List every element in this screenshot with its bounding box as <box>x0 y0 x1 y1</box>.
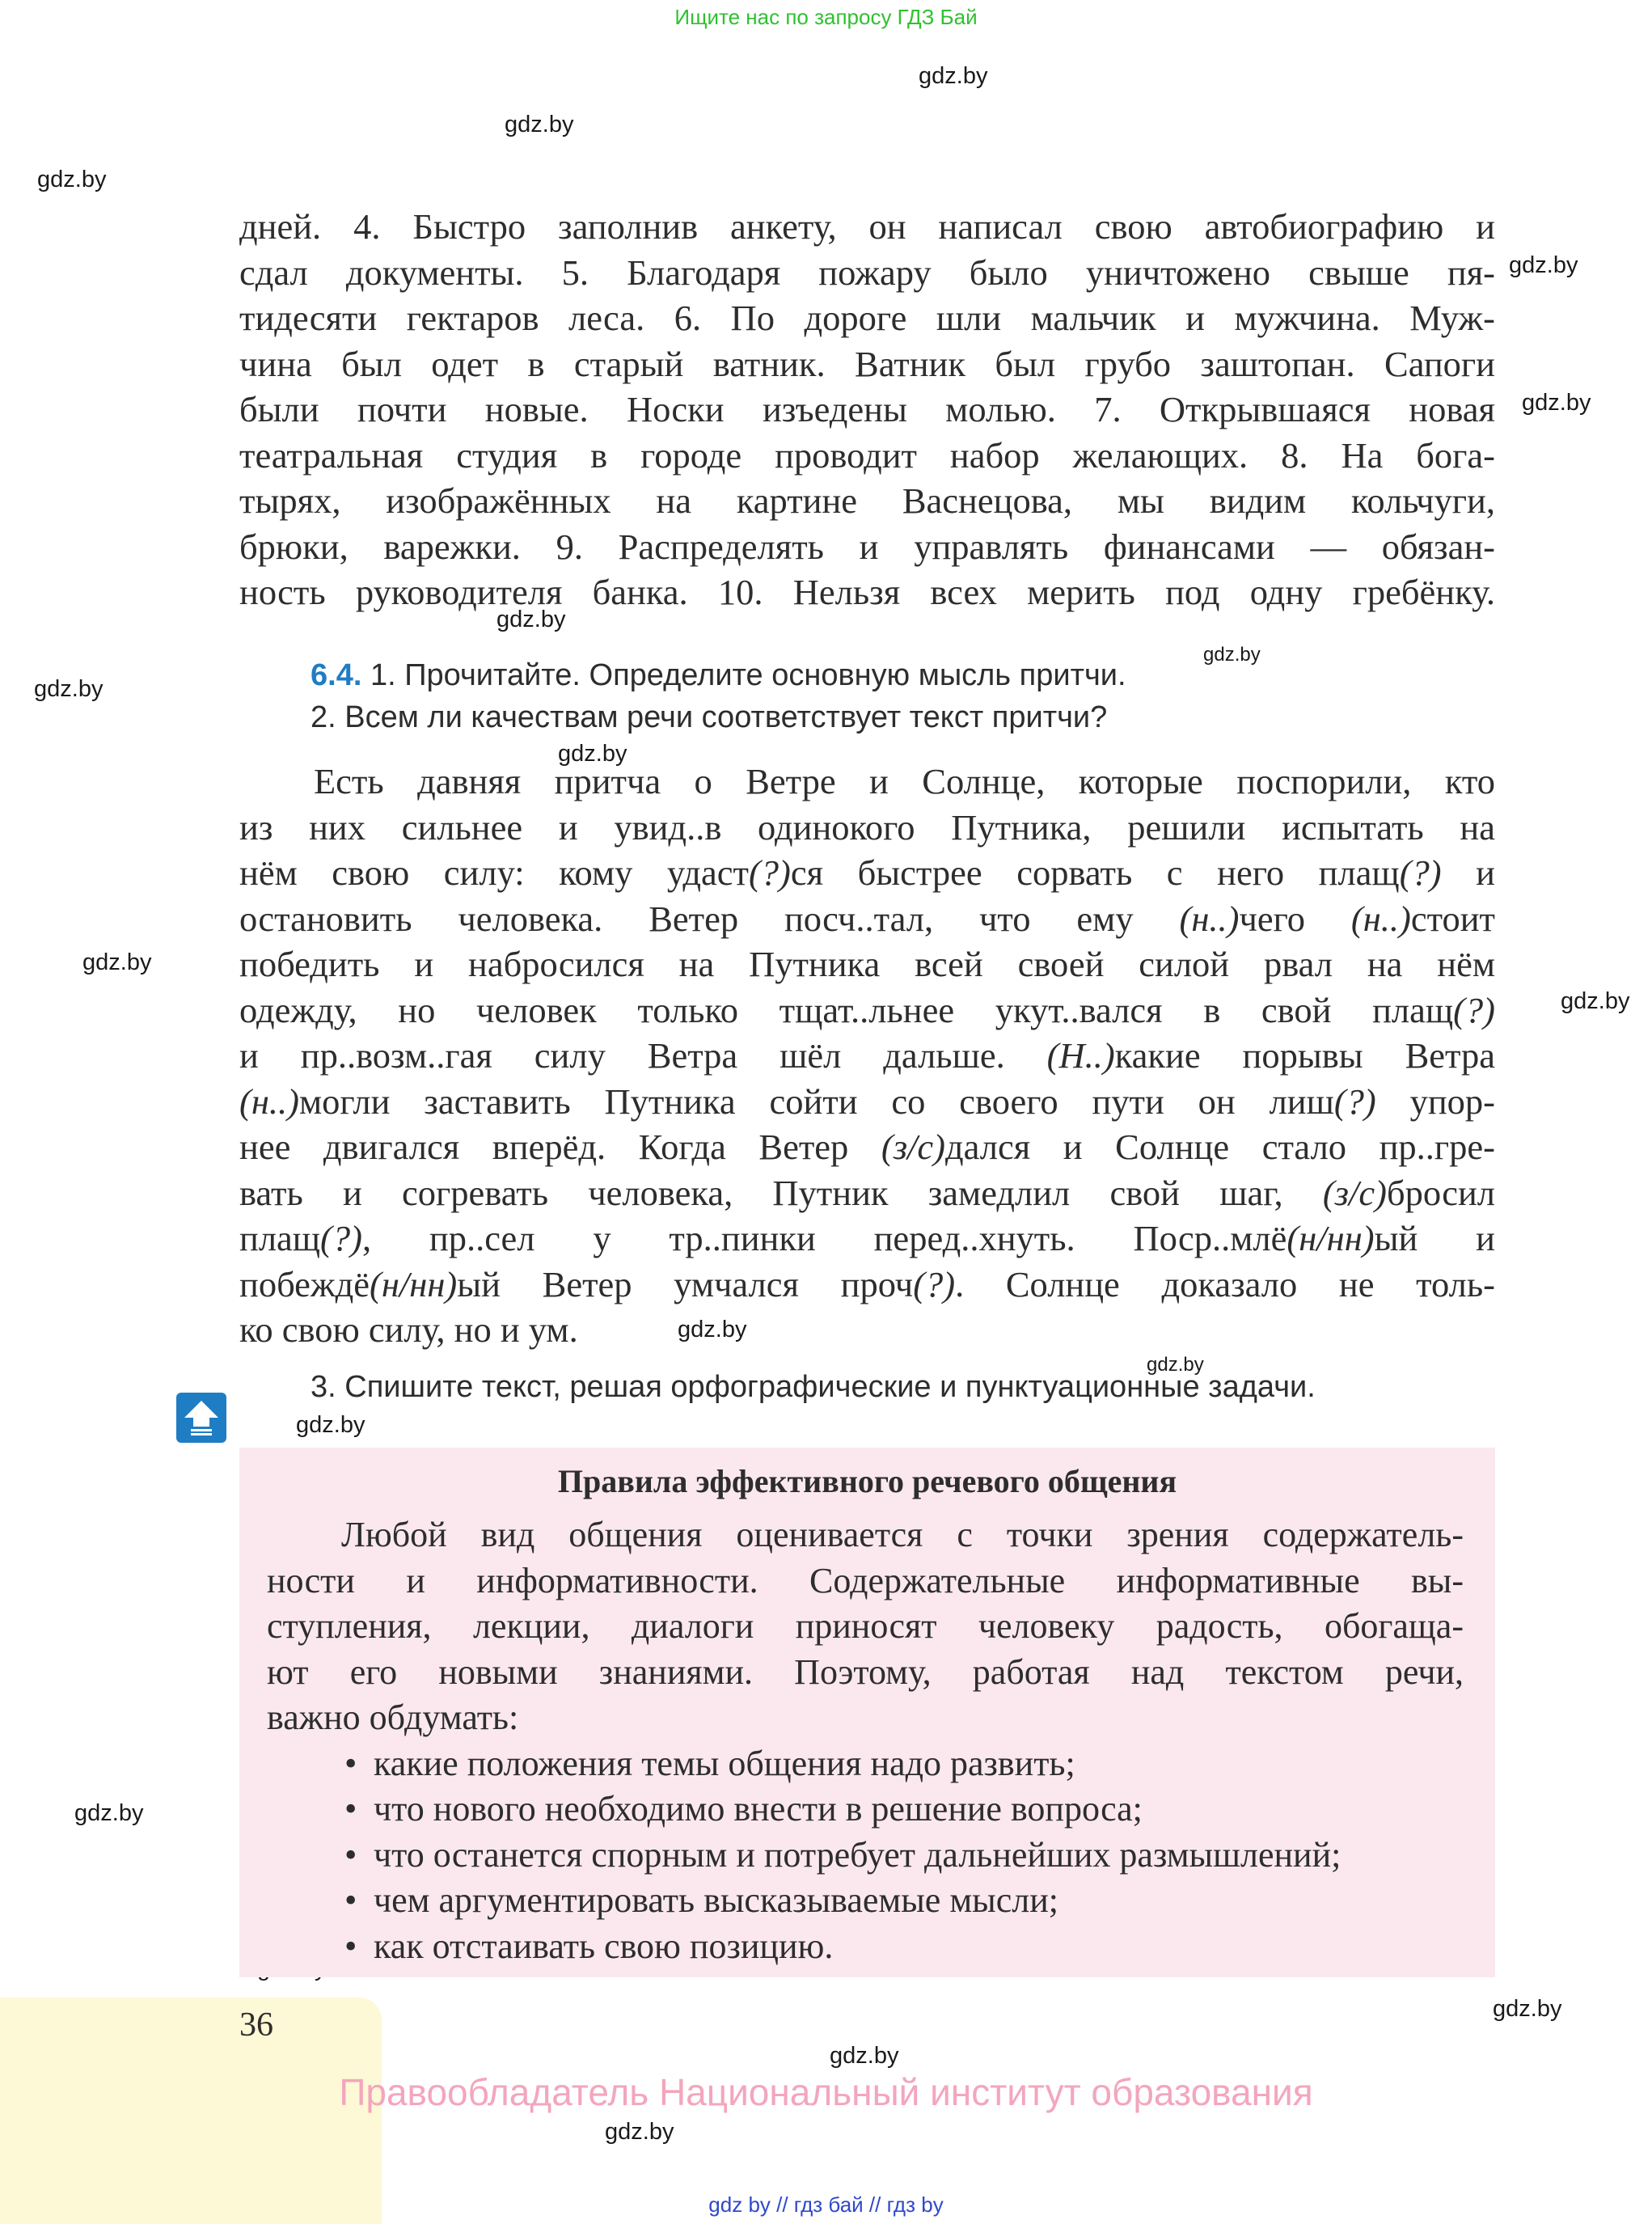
text-line: нём свою силу: кому удаст(?)ся быстрее сорвать с него плащ(?) и <box>239 852 1495 893</box>
watermark: gdz.by <box>505 112 574 137</box>
list-item: • как отстаивать свою позицию. <box>267 1924 1464 1970</box>
spelling-gap: (з/с) <box>881 1127 945 1167</box>
text-line: плащ(?), пр..сел у тр..пинки перед..хнуть. Поср..млё(н/нн)ый и <box>239 1218 1495 1258</box>
text-line: Есть давняя притча о Ветре и Солнце, которые поспорили, кто <box>314 761 1495 801</box>
watermark: gdz.by <box>1493 1996 1562 2022</box>
text-line: Любой вид общения оценивается с точки зрения содержатель- <box>341 1515 1464 1554</box>
text-line: дней. 4. Быстро заполнив анкету, он написал свою автобиографию и <box>239 206 1495 247</box>
spelling-gap: (Н..) <box>1046 1035 1115 1076</box>
spelling-gap: (?) <box>320 1218 362 1258</box>
text-line: и пр..возм..гая силу Ветра шёл дальше. (Н..)какие порывы Ветра <box>239 1035 1495 1076</box>
list-item: • какие положения темы общения надо развить; <box>267 1741 1464 1787</box>
text-line: (н..)могли заставить Путника сойти со своего пути он лиш(?) упор- <box>239 1080 1495 1122</box>
text-line: важно обдумать: <box>267 1698 519 1737</box>
watermark: gdz.by <box>496 607 566 632</box>
watermark: gdz.by <box>1561 988 1630 1014</box>
task-text: 1. Прочитайте. Определите основную мысль притчи. <box>370 658 1126 692</box>
upload-icon <box>176 1393 226 1443</box>
copyright-owner: Правообладатель Национальный институт образования <box>339 2071 1313 2113</box>
watermark: gdz.by <box>678 1317 747 1342</box>
rule-title: Правила эффективного речевого общения <box>557 1463 1177 1499</box>
spelling-gap: (н..) <box>239 1080 299 1122</box>
text-line: чина был одет в старый ватник. Ватник был грубо заштопан. Сапоги <box>239 343 1495 384</box>
footer-links[interactable]: gdz by // гдз бай // гдз by <box>708 2192 944 2217</box>
rule-text <box>267 1512 1464 1969</box>
spelling-gap: (?) <box>748 852 791 893</box>
watermark: gdz.by <box>34 676 104 702</box>
spelling-gap: (?) <box>1399 852 1442 893</box>
exercise-task-2: 2. Всем ли качествам речи соответствует текст притчи? <box>311 700 1108 734</box>
exercise-sentences <box>239 204 1495 615</box>
spelling-gap: (н..) <box>1179 898 1240 939</box>
text-line: сдал документы. 5. Благодаря пожару было уничтожено свыше пя- <box>239 252 1495 293</box>
text-line: ют его новыми знаниями. Поэтому, работая над текстом речи, <box>267 1651 1464 1692</box>
parable-text <box>239 759 1495 1353</box>
text-line: ность руководителя банка. 10. Нельзя всех мерить под одну гребёнку. <box>239 572 1495 612</box>
watermark: gdz.by <box>605 2119 674 2145</box>
spelling-gap: (н..) <box>1350 898 1411 939</box>
spelling-gap: (н/нн) <box>1287 1218 1375 1258</box>
watermark: gdz.by <box>558 741 627 767</box>
watermark: gdz.by <box>82 949 152 975</box>
spelling-gap: (?) <box>913 1263 956 1304</box>
spelling-gap: (?) <box>1333 1080 1376 1122</box>
spelling-gap: (з/с) <box>1322 1172 1387 1213</box>
text-line: вать и согревать человека, Путник замедлил свой шаг, (з/с)бросил <box>239 1172 1495 1213</box>
page-number: 36 <box>239 2006 273 2044</box>
text-line: театральная студия в городе проводит набор желающих. 8. На бога- <box>239 434 1495 476</box>
text-line: нее двигался вперёд. Когда Ветер (з/с)дался и Солнце стало пр..гре- <box>239 1127 1495 1167</box>
watermark: gdz.by <box>830 2043 899 2069</box>
text-line: побеждё(н/нн)ый Ветер умчался проч(?). Солнце доказало не толь- <box>239 1263 1495 1304</box>
text-line: брюки, варежки. 9. Распределять и управлять финансами — обязан- <box>239 526 1495 567</box>
list-item: • что останется спорным и потребует дальнейших размышлений; <box>267 1833 1464 1879</box>
list-item: • чем аргументировать высказываемые мысли; <box>267 1878 1464 1924</box>
text-line: одежду, но человек только тщат..льнее укут..вался в свой плащ(?) <box>239 989 1495 1030</box>
text-line: тидесяти гектаров леса. 6. По дороге шли мальчик и мужчина. Муж- <box>239 298 1495 338</box>
watermark: gdz.by <box>919 63 988 89</box>
watermark: gdz.by <box>37 167 107 192</box>
exercise-task-3: 3. Спишите текст, решая орфографические и пунктуационные задачи. <box>311 1370 1316 1404</box>
spelling-gap: (?) <box>1453 989 1495 1030</box>
text-line: ко свою силу, но и ум. <box>239 1309 578 1350</box>
watermark: gdz.by <box>74 1800 144 1826</box>
text-line: были почти новые. Носки изъедены молью. 7. Открывшаяся новая <box>239 389 1495 429</box>
watermark: gdz.by <box>1147 1354 1204 1376</box>
text-line: остановить человека. Ветер посч..тал, что ему (н..)чего (н..)стоит <box>239 898 1495 939</box>
text-line: ности и информативности. Содержательные информативные вы- <box>267 1560 1464 1600</box>
text-line: победить и набросился на Путника всей своей силой рвал на нём <box>239 944 1495 984</box>
exercise-task-1 <box>311 658 1126 693</box>
watermark: gdz.by <box>1522 390 1591 416</box>
spelling-gap: (н/нн) <box>370 1263 458 1304</box>
watermark: gdz.by <box>1509 252 1578 278</box>
exercise-number: 6.4. <box>311 658 362 692</box>
list-item: • что нового необходимо внести в решение вопроса; <box>267 1786 1464 1833</box>
text-line: из них сильнее и увид..в одинокого Путника, решили испытать на <box>239 806 1495 848</box>
watermark: gdz.by <box>1203 644 1261 666</box>
text-line: ступления, лекции, диалоги приносят человеку радость, обогаща- <box>267 1606 1464 1646</box>
watermark: gdz.by <box>296 1412 365 1438</box>
text-line: тырях, изображённых на картине Васнецова, мы видим кольчуги, <box>239 480 1495 521</box>
top-banner[interactable]: Ищите нас по запросу ГДЗ Бай <box>674 5 978 29</box>
